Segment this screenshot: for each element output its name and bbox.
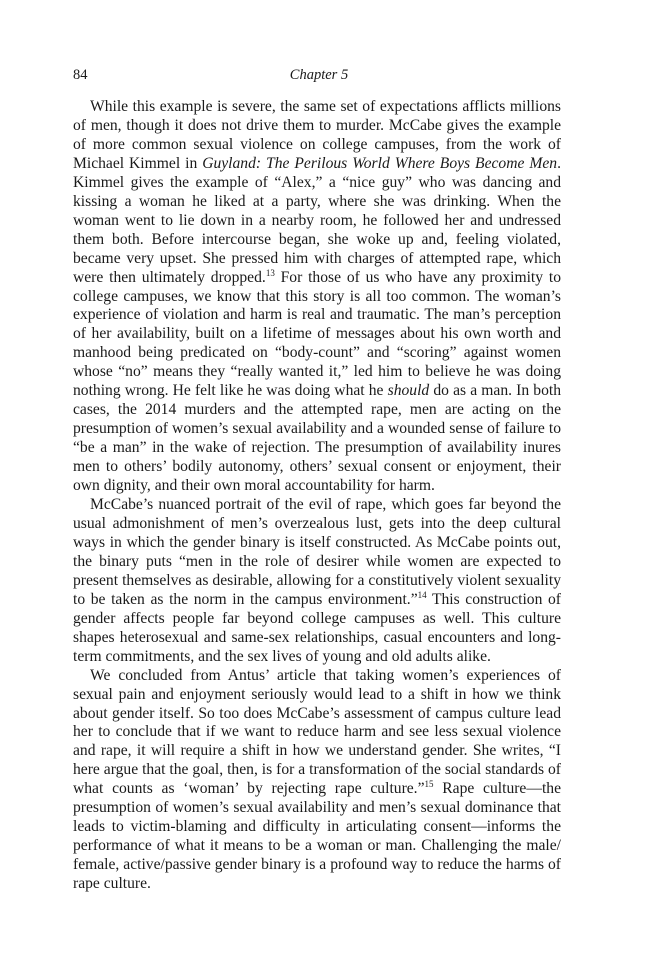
- body-text: [73, 98, 561, 894]
- paragraph-2: [73, 496, 561, 667]
- running-head: Chapter 5: [289, 67, 349, 83]
- paragraph-1-text: While this example is severe, the same set of expectations afflicts millions of men, though it does not drive them to murder. McCabe gives the example of more common sexual violence on college campuses, from the work of Michael Kimmel in: [73, 98, 561, 172]
- paragraph-2-text-end: This construction of gender affects people far beyond college campuses as well. This culture shapes heterosexual and same-sex relationships, casual encounters and long-term commitments, and the sex lives of young and old adults alike.: [73, 590, 562, 665]
- paragraph-3: [73, 667, 561, 894]
- paragraph-1-text-cont: . Kimmel gives the example of “Alex,” a “nice guy” who was dancing and kissing a woman he liked at a party, where she was drinking. When the woman went to lie down in a nearby room, he followed her and undressed them both. Before intercourse began, she woke up and, feeling violated, became very upset. She pressed him with charges of attempted rape, which were then ultimately dropped.: [73, 154, 561, 286]
- paragraph-3-text: We concluded from Antus’ article that taking women’s experiences of sexual pain and enjoyment seriously would lead to a shift in how we think about gender itself. So too does McCabe’s assessment of campus culture lead her to conclude that if we want to reduce harm and see less sexual violence and rape, it will require a shift in how we understand gender. She writes, “I here argue that the goal, then, is for a transformation of the social standards of what counts as ‘woman’ by rejecting rape culture.”: [73, 666, 561, 798]
- paragraph-2-text: McCabe’s nuanced portrait of the evil of rape, which goes far beyond the usual admonishment of men’s overzealous lust, gets into the deep cultural ways in which the gender binary is itself constructed. As McCabe points out, the binary puts “men in the role of desirer while women are expected to present themselves as desirable, allowing for a constitutively violent sexuality to be taken as the norm in the campus environment.”: [73, 496, 561, 608]
- footnote-marker-13: 13: [265, 267, 275, 278]
- book-title: Guyland: The Perilous World Where Boys Become Men: [202, 154, 558, 172]
- footnote-marker-15: 15: [424, 779, 434, 790]
- paragraph-3-text-end: Rape culture—the presumption of women’s sexual availability and men’s sexual dominance that leads to victim-blaming and difficulty in articulating consent—informs the performance of what it means to be a woman or man. Challenging the male/​female, active/passive gender binary is a profound way to reduce the harms of rape culture.: [73, 780, 561, 893]
- footnote-marker-14: 14: [417, 589, 427, 600]
- page-header: [73, 67, 565, 89]
- paragraph-1: [73, 98, 561, 496]
- paragraph-1-text-end: do as a man. In both cases, the 2014 murders and the attempted rape, men are acting on the presumption of women’s sexual availability and a wounded sense of failure to “be a man” in the wake of rejection. The presumption of availability inures men to others’ bodily autonomy, others’ sexual consent or enjoyment, their own dignity, and their own moral accountability for harm.: [73, 382, 561, 495]
- emphasis-should: should: [387, 382, 430, 400]
- page-number: 84: [73, 67, 88, 83]
- paragraph-1-text-cont: For those of us who have any proximity to college campuses, we know that this story is all too common. The woman’s experience of violation and harm is real and traumatic. The man’s perception of her availability, built on a lifetime of messages about his own worth and manhood being predicated on “body-count” and “scoring” against women whose “no” means they “really wanted it,” led him to believe he was doing nothing wrong. He felt like he was doing what he: [73, 268, 561, 400]
